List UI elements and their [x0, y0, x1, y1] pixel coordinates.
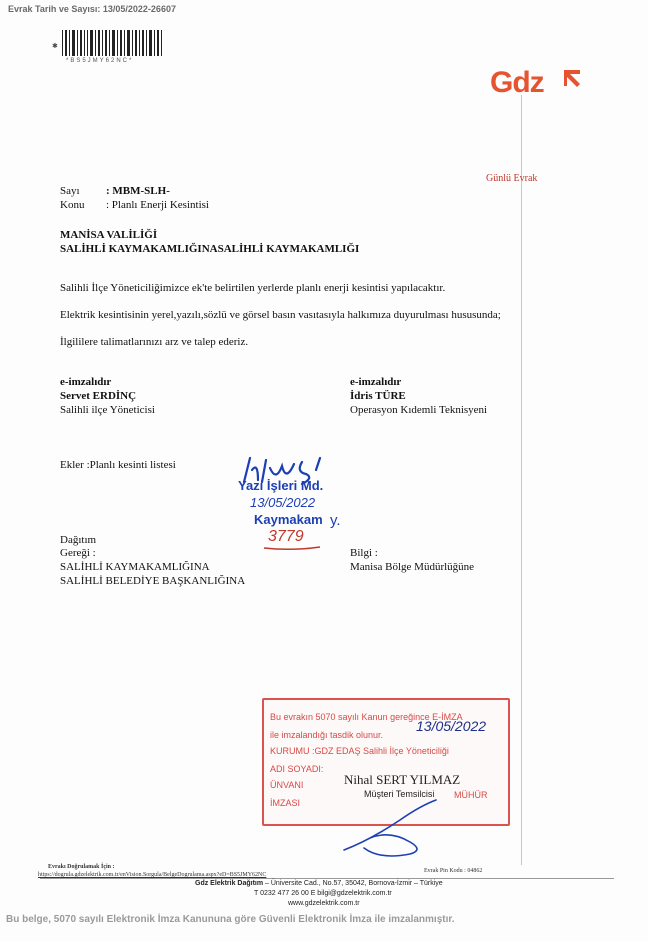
red-stamp-line-1: Bu evrakın 5070 sayılı Kanun gereğince E-İMZA: [270, 712, 463, 722]
red-stamp-title: Müşteri Temsilcisi: [364, 789, 435, 799]
e-signature-disclaimer: Bu belge, 5070 sayılı Elektronik İmza Kanununa göre Güvenli Elektronik İmza ile imzalanmıştır.: [6, 914, 455, 925]
right-sign-title: Operasyon Kıdemli Teknisyeni: [350, 404, 488, 416]
left-sign-title: Salihli ilçe Yöneticisi: [60, 404, 155, 416]
logo-text: Gdz: [490, 66, 544, 99]
stamp-number: 3779: [268, 528, 304, 545]
stamp-date-line: 13/05/2022: [250, 495, 316, 510]
barcode-image: [58, 30, 166, 60]
stamp-office-line: Yazı İşleri Md.: [238, 478, 324, 493]
body-paragraph-3: İlgililere talimatlarınızı arz ve talep ederiz.: [60, 336, 249, 348]
stamp-y-mark: y.: [330, 512, 341, 529]
gunlu-evrak-label: Günlü Evrak: [486, 173, 538, 184]
attachments-line: Ekler :Planlı kesinti listesi: [60, 459, 176, 471]
bilgi-item: Manisa Bölge Müdürlüğüne: [350, 561, 475, 573]
red-stamp-unvani: ÜNVANI: [270, 780, 304, 790]
right-sign-status: e-imzalıdır: [350, 376, 402, 388]
verify-url-link[interactable]: https://dogrula.gdzelektrik.com.tr/enVision.Sorgula/BelgeDogrulama.aspx?eD=BS5JMY62NC: [38, 872, 267, 878]
sayi-value: : MBM-SLH-: [106, 185, 170, 197]
company-contact: T 0232 477 26 00 E bilgi@gdzelektrik.com.tr: [254, 890, 392, 897]
red-stamp-kurumu: KURUMU :GDZ EDAŞ Salihli İlçe Yöneticiliği: [270, 746, 449, 756]
margin-line: [521, 95, 522, 865]
red-stamp-date-handwritten: 13/05/2022: [416, 718, 487, 734]
number-underline: [262, 545, 322, 551]
company-address: – Üniversite Cad., No.57, 35042, Bornova-İzmir – Türkiye: [263, 880, 443, 887]
bilgi-label: Bilgi :: [350, 547, 378, 559]
left-sign-name: Servet ERDİNÇ: [60, 390, 137, 402]
company-address-line: [195, 880, 443, 887]
gereği-item: SALİHLİ BELEDİYE BAŞKANLIĞINA: [60, 575, 246, 587]
barcode-text: *BS5JMY62NC*: [66, 58, 134, 64]
konu-value: : Planlı Enerji Kesintisi: [106, 199, 209, 211]
body-paragraph-2: Elektrik kesintisinin yerel,yazılı,sözlü ve görsel basın vasıtasıyla halkımıza duyurulması hususunda;: [60, 309, 501, 321]
stamp-kaymakam-line: Kaymakam: [254, 512, 323, 527]
right-sign-name: İdris TÜRE: [350, 390, 406, 402]
evrak-reference: Evrak Tarih ve Sayısı: 13/05/2022-26607: [8, 4, 176, 14]
red-stamp-imzasi: İMZASI: [270, 798, 301, 808]
distribution-heading: Dağıtım: [60, 534, 97, 546]
recipient-line-2: SALİHLİ KAYMAKAMLIĞINASALİHLİ KAYMAKAMLIĞI: [60, 243, 360, 255]
verify-label: Evrakı Doğrulamak İçin :: [48, 864, 115, 870]
konu-label: Konu: [60, 199, 85, 211]
sayi-label: Sayı: [60, 185, 80, 197]
body-paragraph-1: Salihli İlçe Yöneticiliğimizce ek'te belirtilen yerlerde planlı enerji kesintisi yapılacaktır.: [60, 282, 446, 294]
evrak-pin: Evrak Pin Kodu : 04862: [424, 868, 483, 874]
company-name: Gdz Elektrik Dağıtım: [195, 880, 264, 887]
gdz-logo: [490, 66, 544, 100]
handwritten-signature-icon: [340, 790, 450, 860]
red-stamp-muhur: MÜHÜR: [454, 790, 488, 800]
red-stamp-name: Nihal SERT YILMAZ: [344, 772, 461, 787]
left-sign-status: e-imzalıdır: [60, 376, 112, 388]
logo-arrow-icon: [562, 68, 582, 90]
gereği-label: Gereği :: [60, 547, 96, 559]
company-website[interactable]: www.gdzelektrik.com.tr: [288, 900, 360, 907]
red-stamp-line-2: ile imzalandığı tasdik olunur.: [270, 730, 384, 740]
barcode-mark-icon: ✱: [52, 42, 58, 50]
red-stamp-adi-soyadi: ADI SOYADI:: [270, 764, 324, 774]
gereği-item: SALİHLİ KAYMAKAMLIĞINA: [60, 561, 210, 573]
recipient-line-1: MANİSA VALİLİĞİ: [60, 229, 158, 241]
footer-divider: [40, 878, 614, 879]
